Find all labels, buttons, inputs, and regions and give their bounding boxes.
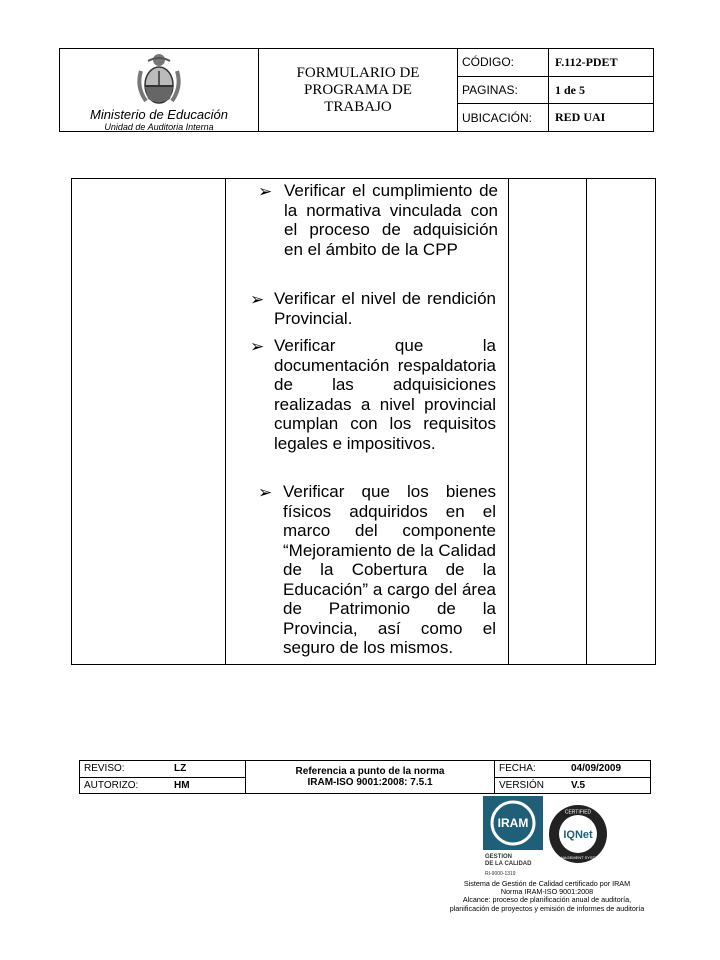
table-cell (587, 179, 655, 664)
arrow-bullet-icon: ➢ (250, 337, 265, 356)
iram-logo-text: IRAM (497, 816, 529, 830)
reviso-value: LZ (174, 763, 187, 775)
iram-sub-text: DE LA CALIDAD (485, 861, 532, 867)
certification-line: planificación de proyectos y emisión de informes de auditoría (449, 903, 645, 913)
arrow-bullet-icon: ➢ (258, 483, 273, 502)
fecha-label: FECHA: (499, 763, 536, 775)
table-cell (509, 179, 587, 664)
version-label: VERSIÓN (499, 779, 545, 791)
meta-value: RED UAI (548, 104, 653, 131)
iqnet-ring-text: MANAGEMENT SYSTEM (554, 855, 602, 860)
procedure-text: Verificar el nivel de rendición Provincial. (274, 289, 496, 328)
arrow-bullet-icon: ➢ (258, 182, 273, 201)
procedure-text: Verificar que los bienes físicos adquiridos en el marco del componente “Mejoramiento de la Calidad de la Cobertura de la Educación” a cargo del área de Patrimonio de la Provincia, así como el seguro de los mismos. (283, 482, 496, 657)
footer-row-version (495, 778, 650, 794)
version-value: V.5 (571, 779, 586, 791)
form-title-line: PROGRAMA DE (304, 81, 412, 98)
org-subtitle: Unidad de Auditoria Interna (104, 122, 214, 132)
procedure-item (250, 289, 496, 328)
footer-row-autorizo (80, 778, 245, 794)
meta-value: 1 de 5 (548, 77, 653, 104)
meta-label: CÓDIGO: (462, 55, 515, 70)
procedure-text: Verificar que la documentación respaldatoria de las adquisiciones realizadas a nivel provincial cumplan con los requisitos legales e impositivos. (274, 336, 496, 453)
header-logo-cell (60, 49, 259, 131)
procedure-text: Verificar el cumplimiento de la normativa vinculada con el proceso de adquisición en el ámbito de la CPP (284, 181, 498, 259)
autorizo-value: HM (174, 779, 190, 791)
meta-row-ubicacion (458, 104, 653, 131)
table-cell (72, 179, 226, 664)
meta-row-codigo (458, 49, 653, 77)
arrow-bullet-icon: ➢ (250, 290, 265, 309)
document-header (59, 48, 654, 132)
iram-logo-icon (483, 796, 543, 878)
form-title (259, 49, 458, 131)
autorizo-label: AUTORIZO: (84, 779, 139, 791)
footer-row-fecha (495, 761, 650, 778)
org-name: Ministerio de Educación (89, 107, 229, 122)
form-title-line: FORMULARIO DE (296, 64, 420, 81)
fecha-value: 04/09/2009 (571, 763, 622, 775)
coat-of-arms-icon (132, 51, 186, 107)
document-footer (79, 760, 651, 794)
iqnet-ring-text: CERTIFIED (564, 809, 592, 816)
meta-row-paginas (458, 77, 653, 105)
procedure-item (258, 482, 496, 658)
meta-label: UBICACIÓN: (462, 110, 533, 125)
meta-label: PAGINAS: (462, 83, 518, 97)
norm-reference (246, 761, 495, 793)
procedure-item (258, 181, 498, 259)
iram-sub-text: GESTION (485, 854, 513, 860)
footer-version (495, 761, 650, 793)
procedure-item (250, 336, 496, 453)
certification-line: Sistema de Gestión de Calidad certificado por IRAM (463, 879, 631, 888)
footer-row-reviso (80, 761, 245, 778)
norm-reference-line: IRAM-ISO 9001:2008: 7.5.1 (307, 777, 433, 788)
form-title-line: TRABAJO (324, 98, 392, 115)
certification-note (444, 880, 650, 913)
iram-registration: RI-9000-1319 (485, 871, 516, 877)
certification-line: Alcance: proceso de planificación anual de auditoría, (462, 895, 632, 905)
meta-value: F.112-PDET (548, 49, 653, 76)
header-meta (458, 49, 653, 131)
iqnet-logo-icon (546, 804, 610, 864)
certification-line: Norma IRAM-ISO 9001:2008 (500, 887, 594, 897)
footer-approvals (80, 761, 246, 793)
reviso-label: REVISO: (84, 763, 125, 775)
iqnet-logo-text: IQNet (563, 829, 593, 841)
norm-reference-line: Referencia a punto de la norma (295, 766, 445, 777)
